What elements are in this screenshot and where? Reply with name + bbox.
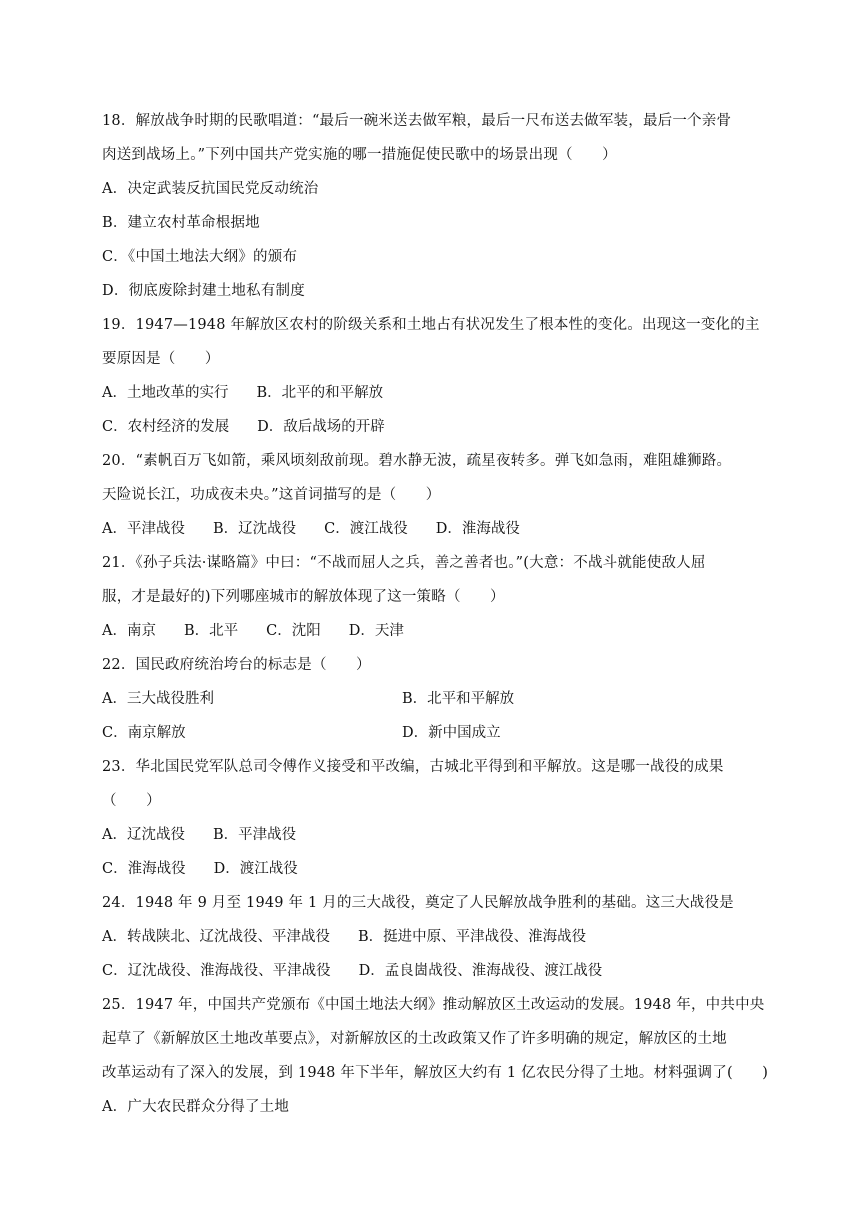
question-stem-line: 要原因是（ ） (102, 351, 220, 367)
option-a: A．平津战役 (102, 521, 185, 537)
option-c: C．《中国土地法大纲》的颁布 (102, 249, 298, 265)
option-c: C．渡江战役 (324, 521, 408, 537)
option-d: D．天津 (348, 623, 404, 639)
option-b: B．北平的和平解放 (256, 385, 384, 401)
question-stem-line: 18．解放战争时期的民歌唱道：“最后一碗米送去做军粮，最后一尺布送去做军装，最后一个亲骨 (102, 113, 732, 129)
option-b: B．建立农村革命根据地 (102, 215, 260, 231)
option-b: B．平津战役 (212, 827, 297, 843)
options-row (102, 614, 782, 648)
option-c: C．辽沈战役、淮海战役、平津战役 (102, 963, 331, 979)
options-row (102, 512, 782, 546)
options-row (102, 954, 782, 988)
question-stem-line: 20．“素帆百万飞如箭，乘风顷刻敌前现。碧水静无波，疏星夜转多。弹飞如急雨，难阻雄狮路。 (102, 453, 732, 469)
question-19 (102, 308, 782, 444)
question-stem-line: （ ） (102, 793, 161, 809)
option-c: C．农村经济的发展 (102, 419, 230, 435)
question-stem-line: 服，才是最好的)下列哪座城市的解放体现了这一策略（ ） (102, 589, 505, 605)
option-d: D．渡江战役 (213, 861, 298, 877)
question-25 (102, 988, 782, 1124)
option-d: D．彻底废除封建土地私有制度 (102, 283, 305, 299)
question-18 (102, 104, 782, 308)
question-stem-line: 23．华北国民党军队总司令傅作义接受和平改编，古城北平得到和平解放。这是哪一战役的成果 (102, 759, 724, 775)
question-stem-line: 起草了《新解放区土地改革要点》，对新解放区的土改政策又作了许多明确的规定，解放区的土地 (102, 1031, 727, 1047)
question-stem-line: 24．1948 年 9 月至 1949 年 1 月的三大战役，奠定了人民解放战争胜利的基础。这三大战役是 (102, 895, 734, 911)
option-a: A．辽沈战役 (102, 827, 185, 843)
option-a: A．决定武装反抗国民党反动统治 (102, 181, 319, 197)
option-a: A．转战陕北、辽沈战役、平津战役 (102, 929, 330, 945)
options-row (102, 410, 782, 444)
option-a: A．土地改革的实行 (102, 385, 229, 401)
exam-page (102, 104, 782, 1124)
question-stem-line: 改革运动有了深入的发展，到 1948 年下半年，解放区大约有 1 亿农民分得了土地。材料强调了( ) (102, 1065, 769, 1081)
option-d: D．新中国成立 (402, 725, 501, 741)
options-row (102, 376, 782, 410)
option-c: C．沈阳 (266, 623, 321, 639)
options-row (102, 920, 782, 954)
option-d: D．敌后战场的开辟 (257, 419, 385, 435)
option-b: B．北平 (183, 623, 239, 639)
question-20 (102, 444, 782, 546)
option-b: B．挺进中原、平津战役、淮海战役 (357, 929, 587, 945)
options-row (102, 682, 782, 716)
option-b: B．辽沈战役 (212, 521, 297, 537)
option-c: C．南京解放 (102, 725, 186, 741)
options-row (102, 818, 782, 852)
option-a: A．三大战役胜利 (102, 691, 214, 707)
question-stem-line: 19．1947—1948 年解放区农村的阶级关系和土地占有状况发生了根本性的变化。出现这一变化的主 (102, 317, 760, 333)
option-d: D．孟良崮战役、淮海战役、渡江战役 (358, 963, 603, 979)
option-d: D．淮海战役 (435, 521, 520, 537)
option-a: A．南京 (102, 623, 156, 639)
option-c: C．淮海战役 (102, 861, 186, 877)
question-stem-line: 21．《孙子兵法·谋略篇》中曰：“不战而屈人之兵，善之善者也。”(大意：不战斗就能使敌人屈 (102, 555, 706, 571)
question-stem-line: 25．1947 年，中国共产党颁布《中国土地法大纲》推动解放区土改运动的发展。1948 年，中共中央 (102, 997, 765, 1013)
question-22 (102, 648, 782, 750)
question-stem-line: 肉送到战场上。”下列中国共产党实施的哪一措施促使民歌中的场景出现（ ） (102, 147, 617, 163)
question-21 (102, 546, 782, 648)
options-row (102, 716, 782, 750)
question-stem-line: 22．国民政府统治垮台的标志是（ ） (102, 657, 371, 673)
question-stem-line: 天险说长江，功成夜未央。”这首词描写的是（ ） (102, 487, 441, 503)
option-a: A．广大农民群众分得了土地 (102, 1099, 290, 1115)
question-23 (102, 750, 782, 886)
question-24 (102, 886, 782, 988)
options-row (102, 852, 782, 886)
option-b: B．北平和平解放 (402, 691, 515, 707)
